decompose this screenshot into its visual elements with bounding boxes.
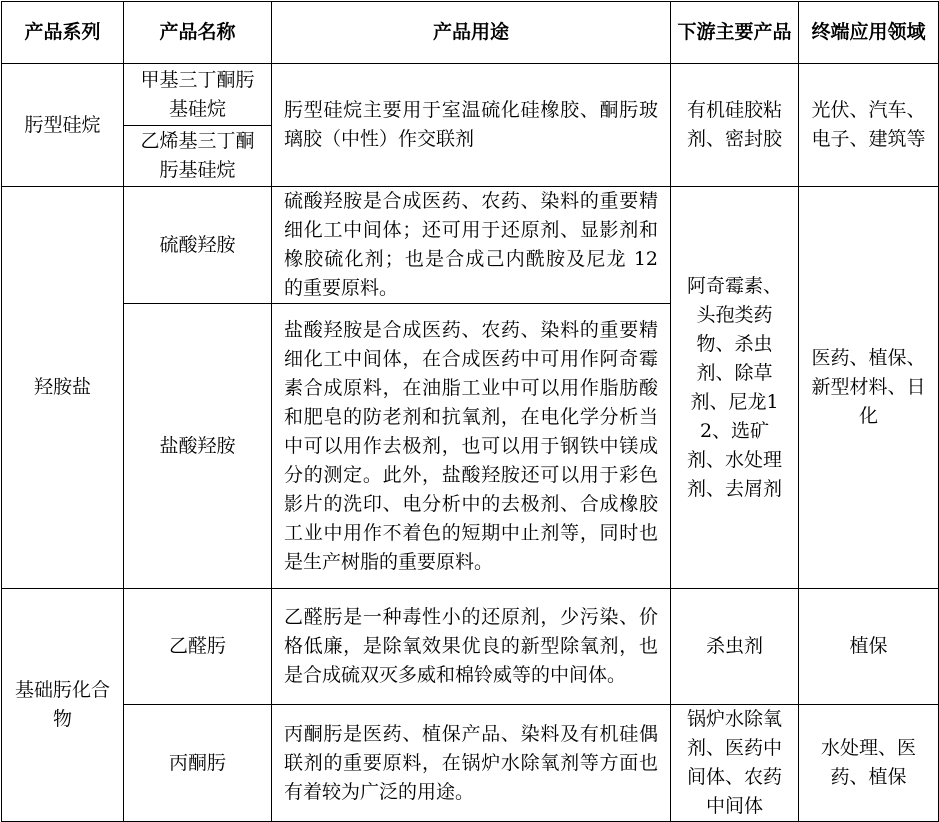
product-name-cell: 丙酮肟 [124, 705, 272, 822]
downstream-cell: 锅炉水除氧剂、医药中间体、农药中间体 [671, 705, 799, 822]
terminal-cell: 水处理、医药、植保 [799, 705, 939, 822]
product-name-cell: 甲基三丁酮肟基硅烷 [124, 64, 272, 126]
usage-cell: 肟型硅烷主要用于室温硫化硅橡胶、酮肟玻璃胶（中性）作交联剂 [272, 64, 671, 187]
table-row [2, 705, 939, 822]
table-row [2, 64, 939, 126]
downstream-cell: 有机硅胶粘剂、密封胶 [671, 64, 799, 187]
terminal-cell: 医药、植保、新型材料、日化 [799, 187, 939, 589]
product-name-cell: 硫酸羟胺 [124, 187, 272, 304]
series-cell: 肟型硅烷 [2, 64, 124, 187]
downstream-cell: 杀虫剂 [671, 589, 799, 705]
header-row [2, 2, 939, 64]
product-table [1, 1, 939, 822]
terminal-cell: 植保 [799, 589, 939, 705]
header-name: 产品名称 [124, 2, 272, 64]
usage-cell: 乙醛肟是一种毒性小的还原剂，少污染、价格低廉，是除氧效果优良的新型除氧剂，也是合成硫双灭多威和棉铃威等的中间体。 [272, 589, 671, 705]
usage-cell: 丙酮肟是医药、植保产品、染料及有机硅偶联剂的重要原料，在锅炉水除氧剂等方面也有着较为广泛的用途。 [272, 705, 671, 822]
header-terminal: 终端应用领域 [799, 2, 939, 64]
product-name-cell: 乙醛肟 [124, 589, 272, 705]
series-cell: 基础肟化合物 [2, 589, 124, 822]
header-series: 产品系列 [2, 2, 124, 64]
table-row [2, 589, 939, 705]
series-cell: 羟胺盐 [2, 187, 124, 589]
product-name-cell: 乙烯基三丁酮肟基硅烷 [124, 126, 272, 187]
usage-cell: 硫酸羟胺是合成医药、农药、染料的重要精细化工中间体；还可用于还原剂、显影剂和橡胶硫化剂；也是合成己内酰胺及尼龙 12 的重要原料。 [272, 187, 671, 304]
header-usage: 产品用途 [272, 2, 671, 64]
header-downstream: 下游主要产品 [671, 2, 799, 64]
product-name-cell: 盐酸羟胺 [124, 304, 272, 589]
usage-cell: 盐酸羟胺是合成医药、农药、染料的重要精细化工中间体，在合成医药中可用作阿奇霉素合成原料，在油脂工业中可以用作脂肪酸和肥皂的防老剂和抗氧剂，在电化学分析当中可以用作去极剂，也可以用于钢铁中镁成分的测定。此外，盐酸羟胺还可以用于彩色影片的洗印、电分析中的去极剂、合成橡胶工业中用作不着色的短期中止剂等，同时也是生产树脂的重要原料。 [272, 304, 671, 589]
downstream-cell: 阿奇霉素、头孢类药物、杀虫剂、除草剂、尼龙12、选矿剂、水处理剂、去屑剂 [671, 187, 799, 589]
terminal-cell: 光伏、汽车、电子、建筑等 [799, 64, 939, 187]
table-row [2, 187, 939, 304]
